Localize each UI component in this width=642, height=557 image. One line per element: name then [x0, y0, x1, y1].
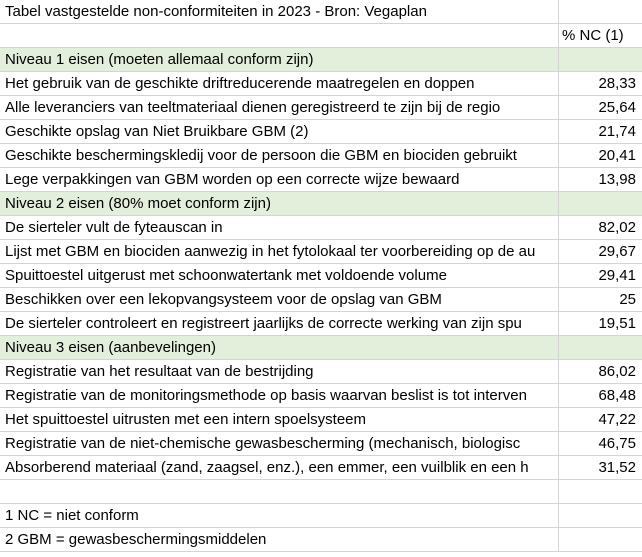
row-label[interactable]: Het spuittoestel uitrusten met een intern spoelsysteem — [0, 408, 559, 432]
table-row — [0, 120, 642, 144]
footnote[interactable]: 2 GBM = gewasbeschermingsmiddelen — [0, 528, 559, 552]
table-row — [0, 384, 642, 408]
row-value[interactable]: 19,51 — [559, 312, 642, 336]
row-value[interactable]: 20,41 — [559, 144, 642, 168]
empty-cell[interactable] — [559, 48, 642, 72]
row-value[interactable]: 29,67 — [559, 240, 642, 264]
row-value[interactable]: 46,75 — [559, 432, 642, 456]
row-label[interactable]: Registratie van de monitoringsmethode op basis waarvan beslist is tot interven — [0, 384, 559, 408]
row-label[interactable]: Spuittoestel uitgerust met schoonwatertank met voldoende volume — [0, 264, 559, 288]
table-row — [0, 456, 642, 480]
table-row — [0, 96, 642, 120]
empty-cell[interactable] — [559, 336, 642, 360]
row-label[interactable]: Lege verpakkingen van GBM worden op een correcte wijze bewaard — [0, 168, 559, 192]
section-heading[interactable]: Niveau 1 eisen (moeten allemaal conform zijn) — [0, 48, 559, 72]
row-label[interactable]: De sierteler vult de fyteauscan in — [0, 216, 559, 240]
row-label[interactable]: Geschikte beschermingskledij voor de persoon die GBM en biociden gebruikt — [0, 144, 559, 168]
footnote-row — [0, 504, 642, 528]
empty-row — [0, 480, 642, 504]
section-heading-row — [0, 48, 642, 72]
row-value[interactable]: 86,02 — [559, 360, 642, 384]
empty-cell[interactable] — [559, 528, 642, 552]
row-value[interactable]: 47,22 — [559, 408, 642, 432]
table-row — [0, 432, 642, 456]
section-heading[interactable]: Niveau 2 eisen (80% moet conform zijn) — [0, 192, 559, 216]
row-label[interactable]: Beschikken over een lekopvangsysteem voor de opslag van GBM — [0, 288, 559, 312]
footnote[interactable]: 1 NC = niet conform — [0, 504, 559, 528]
table-row — [0, 144, 642, 168]
section-heading[interactable]: Niveau 3 eisen (aanbevelingen) — [0, 336, 559, 360]
header-row — [0, 24, 642, 48]
row-label[interactable]: Registratie van het resultaat van de bestrijding — [0, 360, 559, 384]
row-label[interactable]: Alle leveranciers van teeltmateriaal dienen geregistreerd te zijn bij de regio — [0, 96, 559, 120]
row-value[interactable]: 29,41 — [559, 264, 642, 288]
table-row — [0, 360, 642, 384]
title-row — [0, 0, 642, 24]
row-label[interactable]: Lijst met GBM en biociden aanwezig in het fytolokaal ter voorbereiding op de au — [0, 240, 559, 264]
empty-cell[interactable] — [559, 192, 642, 216]
footnote-row — [0, 528, 642, 552]
row-label[interactable]: Geschikte opslag van Niet Bruikbare GBM (2) — [0, 120, 559, 144]
table-row — [0, 312, 642, 336]
table-row — [0, 72, 642, 96]
table-title[interactable]: Tabel vastgestelde non-conformiteiten in 2023 - Bron: Vegaplan — [0, 0, 559, 24]
row-value[interactable]: 31,52 — [559, 456, 642, 480]
table-row — [0, 240, 642, 264]
row-value[interactable]: 13,98 — [559, 168, 642, 192]
empty-cell[interactable] — [559, 504, 642, 528]
table-row — [0, 288, 642, 312]
empty-cell[interactable] — [0, 480, 559, 504]
row-value[interactable]: 28,33 — [559, 72, 642, 96]
empty-cell[interactable] — [0, 24, 559, 48]
row-label[interactable]: Absorberend materiaal (zand, zaagsel, enz.), een emmer, een vuilblik en een h — [0, 456, 559, 480]
row-label[interactable]: Het gebruik van de geschikte driftreducerende maatregelen en doppen — [0, 72, 559, 96]
section-heading-row — [0, 192, 642, 216]
row-label[interactable]: De sierteler controleert en registreert jaarlijks de correcte werking van zijn spu — [0, 312, 559, 336]
row-label[interactable]: Registratie van de niet-chemische gewasbescherming (mechanisch, biologisc — [0, 432, 559, 456]
table-row — [0, 168, 642, 192]
section-heading-row — [0, 336, 642, 360]
row-value[interactable]: 25,64 — [559, 96, 642, 120]
table-row — [0, 408, 642, 432]
empty-cell[interactable] — [559, 480, 642, 504]
row-value[interactable]: 82,02 — [559, 216, 642, 240]
table-row — [0, 216, 642, 240]
table-row — [0, 264, 642, 288]
column-header-nc[interactable]: % NC (1) — [559, 24, 642, 48]
row-value[interactable]: 25 — [559, 288, 642, 312]
row-value[interactable]: 68,48 — [559, 384, 642, 408]
empty-cell[interactable] — [559, 0, 642, 24]
row-value[interactable]: 21,74 — [559, 120, 642, 144]
